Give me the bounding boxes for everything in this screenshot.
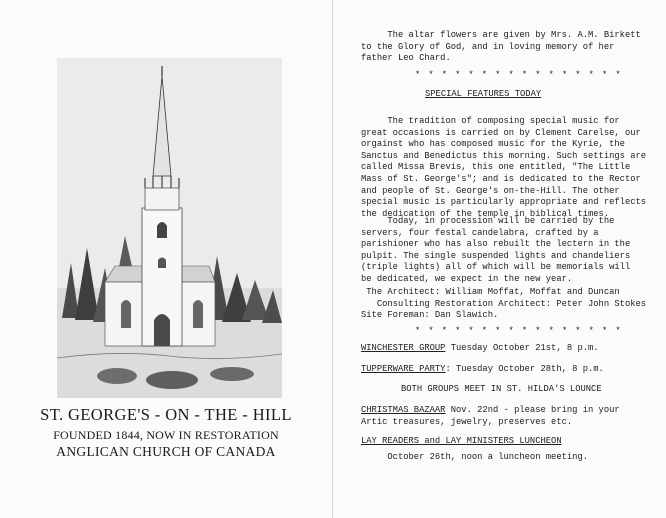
church-illustration — [57, 58, 282, 398]
shrub-1 — [97, 368, 137, 384]
altar-line: The altar flowers are given by Mrs. A.M. Birkett — [361, 30, 641, 40]
denomination-line: ANGLICAN CHURCH OF CANADA — [56, 444, 276, 459]
procession-line: Today, in procession will be carried by the — [361, 216, 615, 226]
tupperware-label: TUPPERWARE PARTY — [361, 364, 446, 374]
bazaar-label: CHRISTMAS BAZAAR — [361, 405, 446, 415]
tradition-paragraph — [361, 116, 646, 220]
procession-line: (triple lights) all of which will be memorials will — [361, 262, 631, 273]
nave-window-right — [193, 300, 203, 328]
shrub-3 — [210, 367, 254, 381]
procession-line: servers, four festal candelabra, crafted by a — [361, 227, 599, 238]
tower-window-middle — [158, 258, 166, 269]
winchester-label: WINCHESTER GROUP — [361, 343, 446, 353]
divider-top: * * * * * * * * * * * * * * * * — [415, 70, 623, 80]
tradition-line: Mass of St. George's"; and is dedicated to the Rector — [361, 173, 641, 184]
tupperware-event — [361, 364, 604, 376]
right-page — [333, 0, 666, 518]
bazaar-details: Nov. 22nd - please bring in your — [445, 405, 620, 415]
tradition-line: great occasions is carried on by Clement Carelse, our — [361, 127, 641, 138]
architect-line: The Architect: William Moffat, Moffat and Duncan — [361, 287, 620, 297]
church-door — [154, 314, 170, 346]
architect-line: Site Foreman: Dan Slawich. — [361, 310, 499, 321]
tupperware-details: : Tuesday October 28th, 8 p.m. — [445, 364, 604, 374]
altar-paragraph — [361, 30, 641, 65]
procession-line: parishioner who has also rebuilt the lectern in the — [361, 239, 631, 250]
founded-line: FOUNDED 1844, NOW IN RESTORATION — [53, 428, 279, 442]
tradition-line: The tradition of composing special music for — [361, 116, 620, 126]
lay-readers-label: LAY READERS and LAY MINISTERS LUNCHEON — [361, 436, 562, 446]
bazaar-event — [361, 405, 620, 428]
tradition-line: and people of St. George's on-the-Hill. The other — [361, 185, 620, 196]
altar-line: to the Glory of God, and in loving memory of her — [361, 41, 615, 52]
nave-window-left — [121, 300, 131, 328]
tradition-line: special music is particularly appropriate and reflects — [361, 197, 647, 208]
winchester-details: Tuesday October 21st, 8 p.m. — [445, 343, 599, 353]
tradition-line: orgainst who has composed music for the Kyrie, the — [361, 139, 625, 150]
tower-window-upper — [157, 222, 167, 238]
belfry — [145, 188, 179, 210]
lay-readers-event — [361, 436, 588, 463]
tradition-line: Sanctus and Benedictus this morning. Such settings are — [361, 150, 647, 161]
lay-readers-details: October 26th, noon a luncheon meeting. — [361, 451, 588, 462]
architect-line: Consulting Restoration Architect: Peter John Stokes — [361, 298, 647, 309]
both-groups-note: BOTH GROUPS MEET IN ST. HILDA'S LOUNCE — [401, 384, 602, 394]
altar-line: father Leo Chard. — [361, 53, 451, 64]
procession-paragraph — [361, 216, 630, 286]
special-features-heading: SPECIAL FEATURES TODAY — [425, 89, 542, 99]
procession-line: pulpit. The single suspended lights and chandeliers — [361, 250, 631, 261]
tradition-line: the dedication of the temple in biblical times. — [361, 208, 610, 219]
bazaar-line-2: Artic treasures, jewelry, preserves etc. — [361, 416, 573, 427]
tradition-line: called Missa Brevis, this one entitled, "The Little — [361, 162, 631, 173]
architect-paragraph — [361, 287, 646, 322]
shrub-2 — [146, 371, 198, 389]
divider-bottom: * * * * * * * * * * * * * * * * — [415, 326, 623, 336]
procession-line: be dedicated, we expect in the new year. — [361, 273, 573, 284]
winchester-event — [361, 343, 599, 355]
church-name: ST. GEORGE'S - ON - THE - HILL — [40, 405, 292, 424]
